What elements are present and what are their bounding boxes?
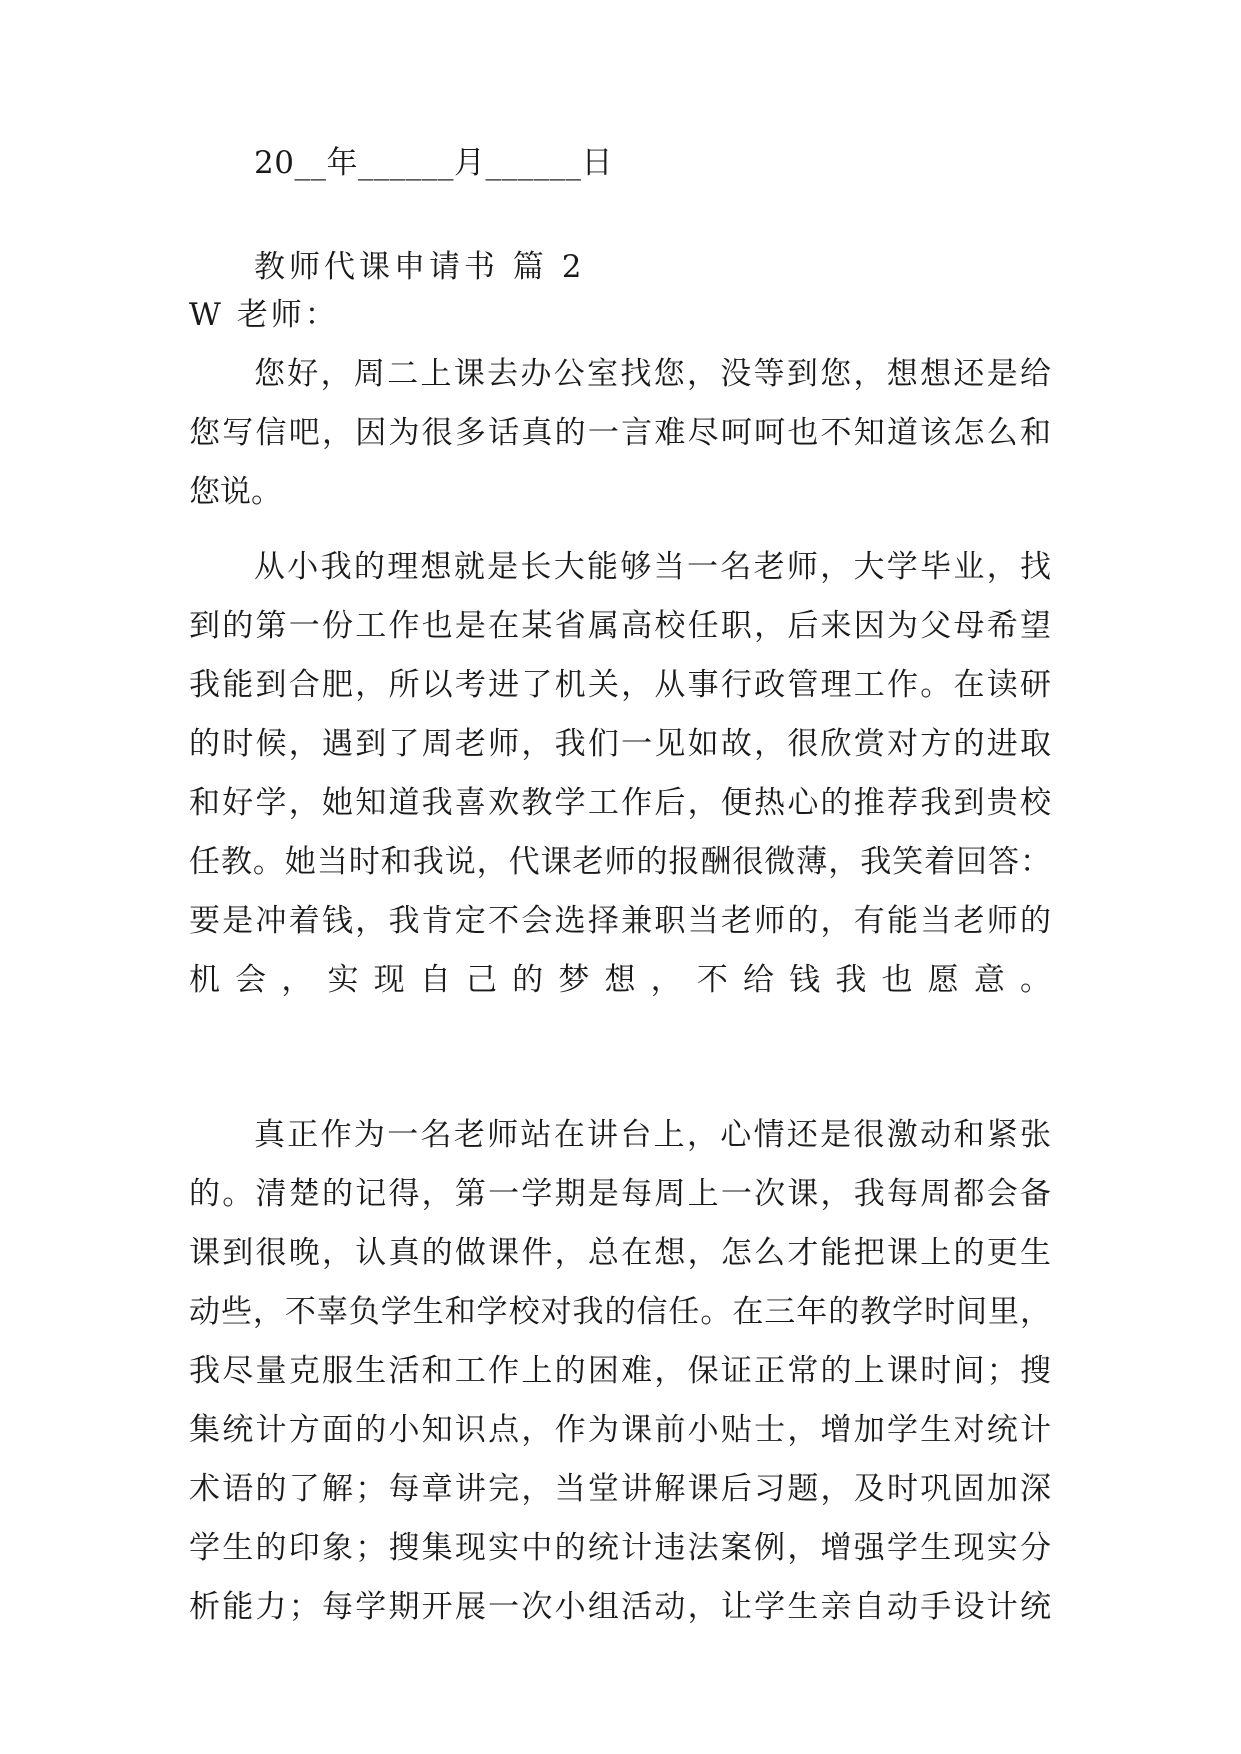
paragraph-line: 术语的了解；每章讲完，当堂讲解课后习题，及时巩固加深 bbox=[189, 1471, 1051, 1507]
paragraph-line: 要是冲着钱，我肯定不会选择兼职当老师的，有能当老师的 bbox=[189, 903, 1051, 939]
paragraph-line: 到的第一份工作也是在某省属高校任职，后来因为父母希望 bbox=[189, 608, 1051, 644]
paragraph-line: 学生的印象；搜集现实中的统计违法案例，增强学生现实分 bbox=[189, 1530, 1051, 1566]
paragraph-line: 动些，不辜负学生和学校对我的信任。在三年的教学时间里， bbox=[189, 1294, 1051, 1330]
paragraph-line: 机会，实现自己的梦想，不给钱我也愿意。 bbox=[189, 962, 1051, 998]
paragraph-line: 的。清楚的记得，第一学期是每周上一次课，我每周都会备 bbox=[189, 1176, 1051, 1212]
salutation: W 老师： bbox=[189, 297, 339, 333]
paragraph-line: 我尽量克服生活和工作上的困难，保证正常的上课时间；搜 bbox=[189, 1353, 1051, 1389]
paragraph-line: 我能到合肥，所以考进了机关，从事行政管理工作。在读研 bbox=[189, 667, 1051, 703]
paragraph-line: 课到很晚，认真的做课件，总在想，怎么才能把课上的更生 bbox=[189, 1235, 1051, 1271]
paragraph-line: 集统计方面的小知识点，作为课前小贴士，增加学生对统计 bbox=[189, 1412, 1051, 1448]
paragraph-line: 真正作为一名老师站在讲台上，心情还是很激动和紧张 bbox=[254, 1117, 1051, 1153]
date-line: 20__年______月______日 bbox=[254, 145, 613, 181]
paragraph-line: 从小我的理想就是长大能够当一名老师，大学毕业，找 bbox=[254, 549, 1051, 585]
paragraph-line: 您说。 bbox=[189, 474, 282, 510]
section-title: 教师代课申请书 篇 2 bbox=[254, 249, 586, 285]
paragraph-line: 析能力；每学期开展一次小组活动，让学生亲自动手设计统 bbox=[189, 1589, 1051, 1625]
paragraph-line: 和好学，她知道我喜欢教学工作后，便热心的推荐我到贵校 bbox=[189, 785, 1051, 821]
paragraph-line: 您好，周二上课去办公室找您，没等到您，想想还是给 bbox=[254, 356, 1051, 392]
paragraph-line: 任教。她当时和我说，代课老师的报酬很微薄，我笑着回答： bbox=[189, 844, 1051, 880]
paragraph-line: 您写信吧，因为很多话真的一言难尽呵呵也不知道该怎么和 bbox=[189, 415, 1051, 451]
paragraph-line: 的时候，遇到了周老师，我们一见如故，很欣赏对方的进取 bbox=[189, 726, 1051, 762]
